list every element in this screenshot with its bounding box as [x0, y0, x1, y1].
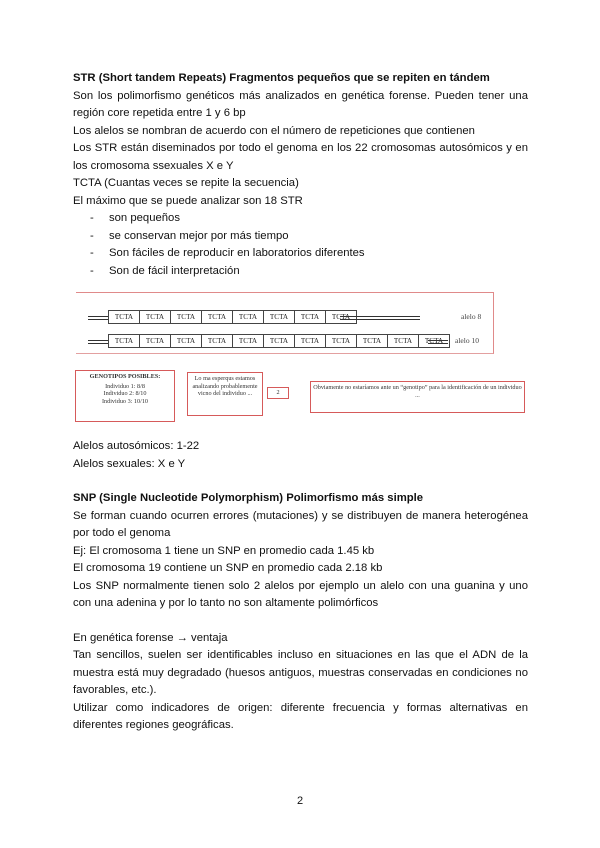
page-content — [73, 70, 528, 735]
repeat-unit: TCTA — [325, 310, 357, 324]
repeat-unit: TCTA — [232, 310, 264, 324]
list-item: - Son de fácil interpretación — [73, 263, 528, 281]
repeat-unit: TCTA — [325, 334, 357, 348]
str-heading: STR (Short tandem Repeats) Fragmentos pequeños que se repiten en tándem — [73, 72, 490, 84]
genotype-line: Individuo 1: 8/8 — [105, 382, 145, 390]
allele-10-repeats — [108, 334, 449, 348]
genotype-line: Individuo 3: 10/10 — [101, 397, 149, 405]
snp-paragraph-5: En genética forense → ventaja — [73, 631, 228, 644]
note-box-3: Obviamente no estaríamos ante un “genotipo” para la identificación de un individuo ... — [310, 381, 525, 413]
list-item: - son pequeños — [73, 210, 528, 228]
genotypes-title: GENOTIPOS POSIBLES: — [89, 373, 161, 380]
allele-10-label: alelo 10 — [455, 336, 479, 345]
str-allele-figure — [73, 292, 528, 426]
list-item: - Son fáciles de reproducir en laboratorios diferentes — [73, 245, 528, 263]
allele-8-label: alelo 8 — [461, 312, 482, 321]
genotypes-box — [75, 370, 175, 422]
repeat-unit: TCTA — [201, 334, 233, 348]
repeat-unit: TCTA — [108, 310, 140, 324]
repeat-unit: TCTA — [356, 334, 388, 348]
snp-paragraph-3: El cromosoma 19 contiene un SNP en promedio cada 2.18 kb — [73, 562, 383, 574]
page-number: 2 — [296, 795, 304, 807]
repeat-unit: TCTA — [108, 334, 140, 348]
allele-8-repeats — [108, 310, 356, 324]
snp-paragraph-7: Utilizar como indicadores de origen: diferente frecuencia y formas alternativas en diferentes regiones geográficas. — [73, 701, 528, 731]
repeat-unit: TCTA — [170, 310, 202, 324]
list-item: - se conservan mejor por más tiempo — [73, 228, 528, 246]
alleles-sexual: Alelos sexuales: X e Y — [73, 457, 186, 470]
note-box-2: 2 — [267, 387, 289, 399]
repeat-unit: TCTA — [201, 310, 233, 324]
snp-paragraph-1: Se forman cuando ocurren errores (mutaciones) y se distribuyen de manera heterogénea por todo el genoma — [73, 509, 528, 539]
str-paragraph-1: Son los polimorfismo genéticos más analizados en genética forense. Pueden tener una región core repetida entre 1 y 6 bp — [73, 89, 528, 119]
repeat-unit: TCTA — [139, 310, 171, 324]
str-paragraph-5: El máximo que se puede analizar son 18 STR — [73, 194, 303, 207]
repeat-unit: TCTA — [387, 334, 419, 348]
allele-8-strand — [88, 310, 488, 324]
repeat-unit: TCTA — [294, 310, 326, 324]
allele-10-strand — [88, 334, 488, 348]
snp-paragraph-2: Ej: El cromosoma 1 tiene un SNP en promedio cada 1.45 kb — [73, 544, 375, 557]
snp-paragraph-4: Los SNP normalmente tienen solo 2 alelos por ejemplo un alelo con una guanina y uno con una adenina y por lo tanto no son altamente polimórficos — [73, 579, 528, 609]
str-paragraph-3: Los STR están diseminados por todo el genoma en los 22 cromosomas autosómicos y en los cromosoma ssexuales X e Y — [73, 142, 528, 172]
repeat-unit: TCTA — [263, 334, 295, 348]
repeat-unit: TCTA — [418, 334, 450, 348]
repeat-unit: TCTA — [263, 310, 295, 324]
note-box-1: Lo ma esperqus estamos analizando probablemente vicno del individuo ... — [187, 372, 263, 416]
str-paragraph-4: TCTA (Cuantas veces se repite la secuencia) — [73, 177, 299, 189]
repeat-unit: TCTA — [232, 334, 264, 348]
genotype-line: Individuo 2: 8/10 — [103, 390, 147, 398]
snp-heading: SNP (Single Nucleotide Polymorphism) Polimorfismo más simple — [73, 492, 424, 504]
repeat-unit: TCTA — [294, 334, 326, 348]
snp-paragraph-6: Tan sencillos, suelen ser identificables incluso en situaciones en las que el ADN de la muestra está muy degradado (huesos antiguos, muestras conservadas en condiciones no favorables, etc.). — [73, 649, 528, 696]
repeat-unit: TCTA — [170, 334, 202, 348]
repeat-unit: TCTA — [139, 334, 171, 348]
str-paragraph-2: Los alelos se nombran de acuerdo con el número de repeticiones que contienen — [73, 124, 475, 137]
alleles-autosomal: Alelos autosómicos: 1-22 — [73, 440, 200, 452]
str-advantages-list — [73, 210, 528, 280]
